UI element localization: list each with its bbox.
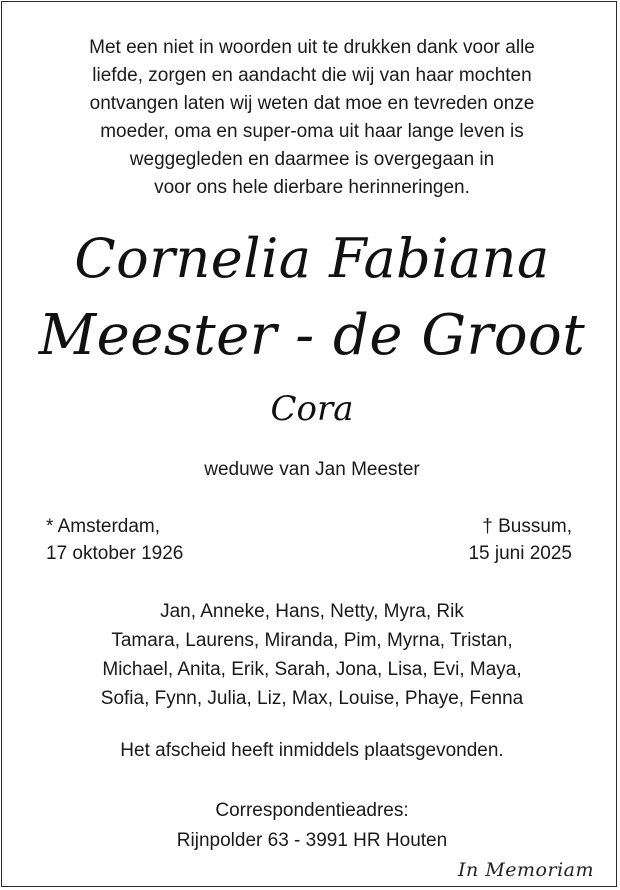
family-line: Michael, Anita, Erik, Sarah, Jona, Lisa, Evi, Maya, [102, 659, 522, 680]
intro-line: weggegleden en daarmee is overgegaan in [129, 149, 495, 170]
death-info [468, 513, 572, 567]
death-place: † Bussum, [482, 516, 572, 537]
birth-place: * Amsterdam, [46, 516, 161, 537]
deceased-nickname: Cora [270, 389, 354, 429]
intro-line: ontvangen laten wij weten dat moe en tevreden onze [89, 93, 535, 114]
address-line: Rijnpolder 63 - 3991 HR Houten [176, 830, 448, 851]
family-line: Jan, Anneke, Hans, Netty, Myra, Rik [160, 601, 464, 622]
family-names [2, 597, 620, 713]
intro-line: moeder, oma en super-oma uit haar lange leven is [100, 121, 524, 142]
notice-card [1, 1, 617, 887]
birth-date: 17 oktober 1926 [46, 543, 184, 564]
deceased-name-first: Cornelia Fabiana [74, 227, 550, 290]
address-label: Correspondentieadres: [215, 800, 409, 821]
correspondence-address [2, 796, 620, 856]
family-line: Tamara, Laurens, Miranda, Pim, Myrna, Tristan, [111, 630, 513, 651]
footer-brand: In Memoriam [448, 857, 602, 883]
birth-info [46, 513, 183, 567]
farewell-text: Het afscheid heeft inmiddels plaatsgevonden. [120, 740, 504, 761]
widow-text: weduwe van Jan Meester [204, 459, 420, 480]
intro-line: Met een niet in woorden uit te drukken dank voor alle [89, 37, 535, 58]
death-date: 15 juni 2025 [468, 543, 572, 564]
intro-line: liefde, zorgen en aandacht die wij van haar mochten [92, 65, 532, 86]
deceased-name-last: Meester - de Groot [38, 303, 586, 368]
intro-line: voor ons hele dierbare herinneringen. [154, 177, 470, 198]
intro-text [32, 34, 592, 202]
family-line: Sofia, Fynn, Julia, Liz, Max, Louise, Phaye, Fenna [100, 688, 524, 709]
